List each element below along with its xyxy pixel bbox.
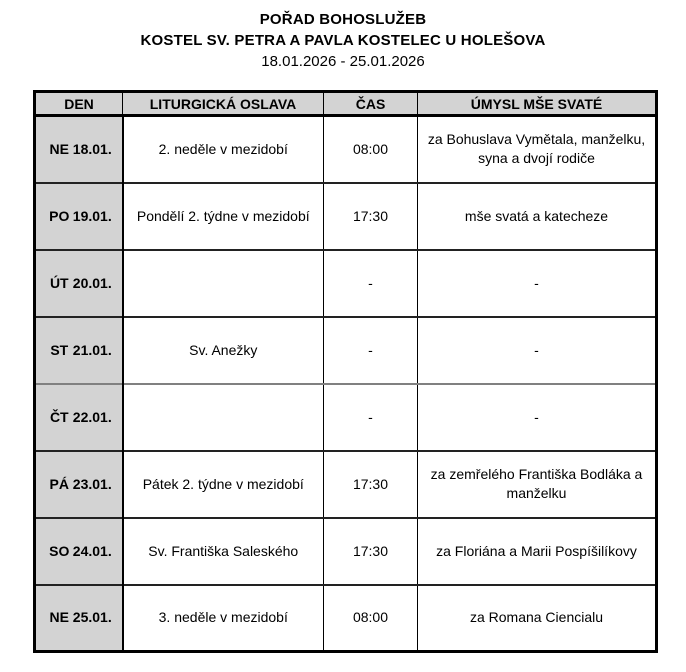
day-cell	[35, 317, 123, 384]
table-row	[35, 116, 657, 183]
day-cell	[35, 116, 123, 183]
document-subtitle: KOSTEL SV. PETRA A PAVLA KOSTELEC U HOLEŠOVA	[140, 32, 546, 49]
day-date: 25.01.	[72, 609, 112, 626]
celebration-cell: 3. neděle v mezidobí	[123, 585, 324, 652]
day-abbr: NE	[49, 609, 69, 626]
time-cell: -	[324, 250, 418, 317]
day-abbr: NE	[49, 140, 69, 157]
table-row	[35, 183, 657, 250]
time-cell: 17:30	[324, 518, 418, 585]
celebration-cell: Sv. Františka Saleského	[123, 518, 324, 585]
day-date: 22.01.	[72, 408, 112, 425]
day-abbr: SO	[49, 542, 70, 559]
celebration-cell	[123, 384, 324, 451]
intention-cell: -	[418, 250, 657, 317]
celebration-cell: Pátek 2. týdne v mezidobí	[123, 451, 324, 518]
intention-cell: za Floriána a Marii Pospíšilíkovy	[418, 518, 657, 585]
column-header-cas: ČAS	[324, 92, 418, 116]
table-header-row	[35, 92, 657, 116]
celebration-cell: Pondělí 2. týdne v mezidobí	[123, 183, 324, 250]
day-cell	[35, 384, 123, 451]
day-date: 18.01.	[72, 140, 112, 157]
table-body	[35, 116, 657, 652]
schedule-table	[33, 90, 658, 653]
intention-cell: za Romana Ciencialu	[418, 585, 657, 652]
document-title: POŘAD BOHOSLUŽEB	[259, 11, 427, 28]
day-abbr: ST	[50, 341, 69, 358]
day-cell	[35, 250, 123, 317]
time-cell: -	[324, 384, 418, 451]
day-abbr: ÚT	[49, 274, 69, 291]
column-header-den: DEN	[35, 92, 123, 116]
intention-cell: -	[418, 317, 657, 384]
date-range: 18.01.2026 - 25.01.2026	[261, 53, 425, 70]
celebration-cell: Sv. Anežky	[123, 317, 324, 384]
column-header-umysl-mse-svate: ÚMYSL MŠE SVATÉ	[418, 92, 657, 116]
day-date: 21.01.	[72, 341, 112, 358]
table-row	[35, 384, 657, 451]
day-date: 19.01.	[72, 207, 112, 224]
intention-cell: za Bohuslava Vymětala, manželku, syna a dvojí rodiče	[418, 116, 657, 183]
day-abbr: ČT	[49, 408, 69, 425]
table-row	[35, 518, 657, 585]
intention-cell: mše svatá a katecheze	[418, 183, 657, 250]
day-cell	[35, 451, 123, 518]
time-cell: 08:00	[324, 585, 418, 652]
day-date: 23.01.	[72, 475, 112, 492]
time-cell: 17:30	[324, 183, 418, 250]
day-cell	[35, 183, 123, 250]
document-header	[0, 0, 686, 73]
table-row	[35, 451, 657, 518]
time-cell: 08:00	[324, 116, 418, 183]
day-date: 24.01.	[72, 542, 112, 559]
table-row	[35, 585, 657, 652]
celebration-cell	[123, 250, 324, 317]
column-header-liturgicka-oslava: LITURGICKÁ OSLAVA	[123, 92, 324, 116]
day-abbr: PO	[49, 207, 70, 224]
intention-cell: -	[418, 384, 657, 451]
day-abbr: PÁ	[49, 475, 69, 492]
time-cell: -	[324, 317, 418, 384]
table-row	[35, 317, 657, 384]
celebration-cell: 2. neděle v mezidobí	[123, 116, 324, 183]
intention-cell: za zemřelého Františka Bodláka a manželku	[418, 451, 657, 518]
day-cell	[35, 585, 123, 652]
table-row	[35, 250, 657, 317]
day-cell	[35, 518, 123, 585]
day-date: 20.01.	[72, 274, 112, 291]
time-cell: 17:30	[324, 451, 418, 518]
